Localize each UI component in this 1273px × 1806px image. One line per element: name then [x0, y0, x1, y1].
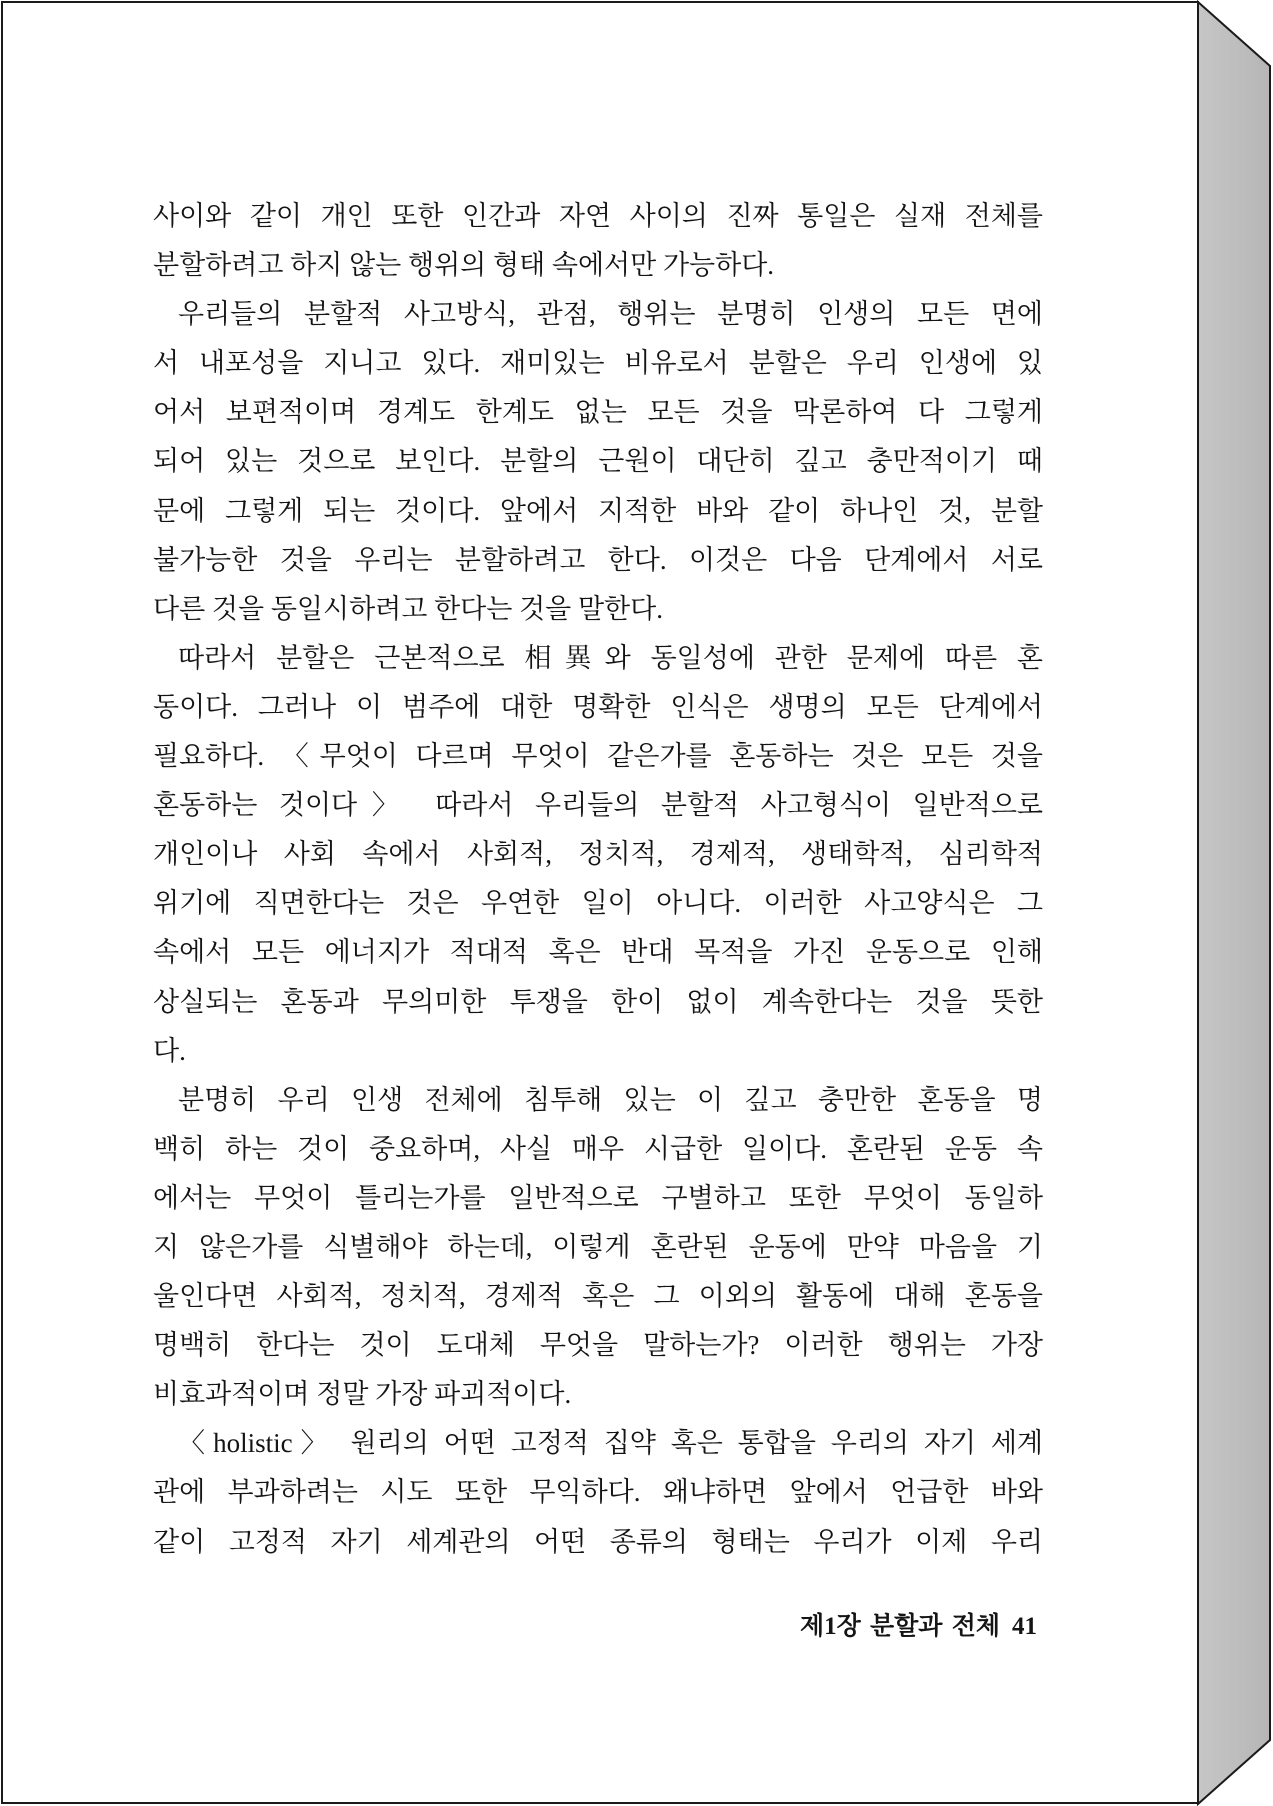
- text-line: 필요하다. 〈무엇이 다르며 무엇이 같은가를 혼동하는 것은 모든 것을: [153, 741, 1043, 772]
- text-line: 분명히 우리 인생 전체에 침투해 있는 이 깊고 충만한 혼동을 명: [178, 1084, 1043, 1115]
- page-number: 41: [1012, 1613, 1037, 1640]
- paragraph: [153, 1419, 1043, 1566]
- text-line: 어서 보편적이며 경계도 한계도 없는 모든 것을 막론하여 다 그렇게: [153, 397, 1043, 428]
- text-line: 속에서 모든 에너지가 적대적 혹은 반대 목적을 가진 운동으로 인해: [153, 937, 1043, 968]
- text-line: 혼동하는 것이다〉 따라서 우리들의 분할적 사고형식이 일반적으로: [153, 790, 1043, 821]
- text-line: 상실되는 혼동과 무의미한 투쟁을 한이 없이 계속한다는 것을 뜻한: [153, 986, 1043, 1017]
- text-line: 에서는 무엇이 틀리는가를 일반적으로 구별하고 또한 무엇이 동일하: [153, 1182, 1043, 1213]
- text-line: 명백히 한다는 것이 도대체 무엇을 말하는가? 이러한 행위는 가장: [153, 1330, 1043, 1361]
- page-body: [153, 192, 1043, 1567]
- text-line: 불가능한 것을 우리는 분할하려고 한다. 이것은 다음 단계에서 서로: [153, 544, 1043, 575]
- paragraph: [153, 634, 1043, 1076]
- text-line: 우리들의 분할적 사고방식, 관점, 행위는 분명히 인생의 모든 면에: [178, 299, 1043, 330]
- text-line: 지 않은가를 식별해야 하는데, 이렇게 혼란된 운동에 만약 마음을 기: [153, 1231, 1043, 1262]
- text-line: 울인다면 사회적, 정치적, 경제적 혹은 그 이외의 활동에 대해 혼동을: [153, 1281, 1043, 1312]
- text-line: 같이 고정적 자기 세계관의 어떤 종류의 형태는 우리가 이제 우리: [153, 1526, 1043, 1557]
- text-line: 위기에 직면한다는 것은 우연한 일이 아니다. 이러한 사고양식은 그: [153, 888, 1043, 919]
- text-line: 분할하려고 하지 않는 행위의 형태 속에서만 가능하다.: [153, 250, 775, 281]
- text-line: 되어 있는 것으로 보인다. 분할의 근원이 대단히 깊고 충만적이기 때: [153, 446, 1043, 477]
- text-line: 사이와 같이 개인 또한 인간과 자연 사이의 진짜 통일은 실재 전체를: [153, 201, 1043, 231]
- paragraph: [153, 1076, 1043, 1420]
- text-line: 비효과적이며 정말 가장 파괴적이다.: [153, 1379, 572, 1410]
- text-line: 백히 하는 것이 중요하며, 사실 매우 시급한 일이다. 혼란된 운동 속: [153, 1133, 1043, 1164]
- text-line: 〈holistic〉 원리의 어떤 고정적 집약 혹은 통합을 우리의 자기 세계: [178, 1428, 1043, 1459]
- text-line: 문에 그렇게 되는 것이다. 앞에서 지적한 바와 같이 하나인 것, 분할: [153, 495, 1043, 526]
- text-line: 개인이나 사회 속에서 사회적, 정치적, 경제적, 생태학적, 심리학적: [153, 839, 1043, 870]
- text-line: 다.: [153, 1035, 186, 1066]
- text-line: 동이다. 그러나 이 범주에 대한 명확한 인식은 생명의 모든 단계에서: [153, 691, 1043, 722]
- running-head: 제1장 분할과 전체: [799, 1613, 1000, 1640]
- text-line: 다른 것을 동일시하려고 한다는 것을 말한다.: [153, 593, 663, 624]
- text-line: 서 내포성을 지니고 있다. 재미있는 비유로서 분할은 우리 인생에 있: [153, 348, 1043, 379]
- text-line: 관에 부과하려는 시도 또한 무익하다. 왜냐하면 앞에서 언급한 바와: [153, 1477, 1043, 1508]
- paragraph: [153, 192, 1043, 290]
- text-line: 따라서 분할은 근본적으로 相異와 동일성에 관한 문제에 따른 혼: [178, 642, 1043, 673]
- page-footer: [800, 1612, 1037, 1642]
- paragraph: [153, 290, 1043, 634]
